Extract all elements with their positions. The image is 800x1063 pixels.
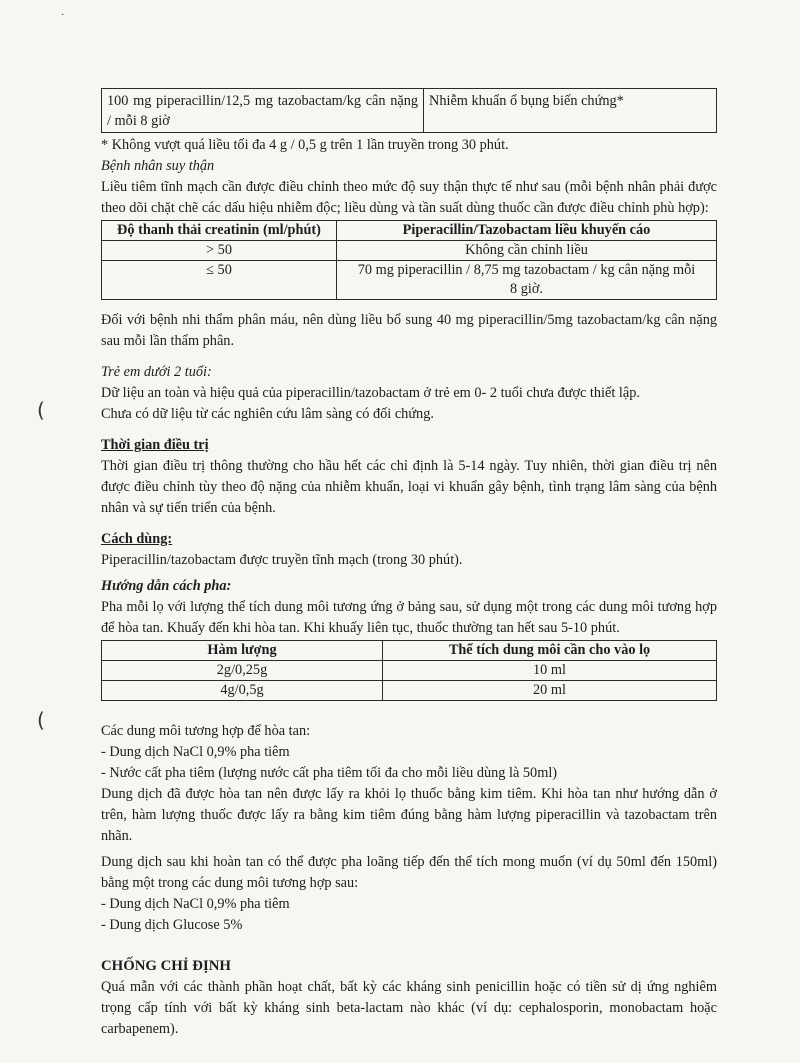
margin-paren-mark: ( — [37, 398, 45, 422]
column-header: Thể tích dung môi cần cho vào lọ — [383, 641, 717, 661]
column-header: Hàm lượng — [102, 641, 383, 661]
table-cell: Không cần chỉnh liều — [337, 241, 717, 261]
scan-speck: ˙ — [60, 12, 66, 25]
solvent-item: - Dung dịch NaCl 0,9% pha tiêm — [101, 744, 290, 760]
duration-paragraph: Thời gian điều trị thông thường cho hầu hết các chỉ định là 5-14 ngày. Tuy nhiên, thời gian điều trị nên được điều chỉnh tùy theo độ nặng của nhiễm khuẩn, loại vi khuẩn gây bệnh, tình trạng lâm sàng của bệnh nhân và sự tiến triển của bệnh. — [101, 458, 717, 516]
table-row — [102, 89, 717, 133]
renal-intro: Liều tiêm tĩnh mạch cần được điều chỉnh theo mức độ suy thận thực tế như sau (mỗi bệnh nhân phải được theo dõi chặt chẽ các dấu hiệu nhiễm độc; liều dùng và tần suất dùng thuốc cần được điều chỉnh phù hợp): — [101, 179, 717, 216]
table-row — [102, 241, 717, 261]
table-cell: 2g/0,25g — [102, 661, 383, 681]
table-cell: ≤ 50 — [102, 261, 337, 300]
margin-paren-mark: ( — [37, 708, 45, 732]
document-page — [101, 88, 717, 1040]
column-header: Độ thanh thải creatinin (ml/phút) — [102, 221, 337, 241]
table-row — [102, 661, 717, 681]
prep-paragraph: Pha mỗi lọ với lượng thể tích dung môi tương ứng ở bảng sau, sử dụng một trong các dung môi tương hợp để hòa tan. Khuấy đến khi hòa tan. Khi khuấy liên tục, thuốc thường tan hết sau 5-10 phút. — [101, 599, 717, 636]
diluent-item: - Dung dịch NaCl 0,9% pha tiêm — [101, 896, 290, 912]
table-header-row — [102, 641, 717, 661]
contra-heading: CHỐNG CHỈ ĐỊNH — [101, 958, 231, 974]
table-cell: 20 ml — [383, 681, 717, 701]
table-cell: 4g/0,5g — [102, 681, 383, 701]
dose-cell: 100 mg piperacillin/12,5 mg tazobactam/kg cân nặng / mỗi 8 giờ — [102, 89, 424, 133]
table-row — [102, 681, 717, 701]
table-row — [102, 261, 717, 300]
reconstitution-table — [101, 640, 717, 701]
under2-heading: Trẻ em dưới 2 tuổi: — [101, 364, 212, 380]
dose-footnote: * Không vượt quá liều tối đa 4 g / 0,5 g trên 1 lần truyền trong 30 phút. — [101, 137, 509, 153]
renal-heading: Bệnh nhân suy thận — [101, 158, 215, 174]
under2-line: Chưa có dữ liệu từ các nghiên cứu lâm sàng có đối chứng. — [101, 406, 434, 422]
renal-dose-table — [101, 220, 717, 300]
dilute-paragraph: Dung dịch sau khi hoàn tan có thể được pha loãng tiếp đến thể tích mong muốn (ví dụ 50ml đến 150ml) bằng một trong các dung môi tương hợp sau: — [101, 854, 717, 891]
solvent-item: - Nước cất pha tiêm (lượng nước cất pha tiêm tối đa cho mỗi liều dùng là 50ml) — [101, 765, 558, 781]
dosing-table — [101, 88, 717, 133]
diluent-item: - Dung dịch Glucose 5% — [101, 917, 243, 933]
duration-heading: Thời gian điều trị — [101, 437, 209, 453]
usage-heading: Cách dùng: — [101, 531, 173, 547]
column-header: Piperacillin/Tazobactam liều khuyến cáo — [337, 221, 717, 241]
prep-heading: Hướng dẫn cách pha: — [101, 578, 232, 594]
table-cell: 70 mg piperacillin / 8,75 mg tazobactam / kg cân nặng mỗi 8 giờ. — [337, 261, 717, 300]
usage-paragraph: Piperacillin/tazobactam được truyền tĩnh mạch (trong 30 phút). — [101, 552, 463, 568]
table-header-row — [102, 221, 717, 241]
dialysis-paragraph: Đối với bệnh nhi thẩm phân máu, nên dùng liều bổ sung 40 mg piperacillin/5mg tazobactam/kg cân nặng sau mỗi lần thẩm phân. — [101, 312, 717, 349]
under2-line: Dữ liệu an toàn và hiệu quả của piperacillin/tazobactam ở trẻ em 0- 2 tuổi chưa được thiết lập. — [101, 385, 640, 401]
table-cell: 10 ml — [383, 661, 717, 681]
contra-paragraph: Quá mẫn với các thành phần hoạt chất, bất kỳ các kháng sinh penicillin hoặc có tiền sử dị ứng nghiêm trọng cấp tính với bất kỳ kháng sinh beta-lactam nào khác (ví dụ: cephalosporin, monobactam hoặc carbapenem). — [101, 979, 717, 1037]
indication-cell: Nhiễm khuẩn ổ bụng biến chứng* — [424, 89, 717, 133]
solvents-title: Các dung môi tương hợp để hòa tan: — [101, 723, 311, 739]
withdraw-paragraph: Dung dịch đã được hòa tan nên được lấy ra khỏi lọ thuốc bằng kim tiêm. Khi hòa tan như hướng dẫn ở trên, hàm lượng thuốc được lấy ra bằng kim tiêm đúng bằng hàm lượng piperacillin và tazobactam trên nhãn. — [101, 786, 717, 844]
table-cell: > 50 — [102, 241, 337, 261]
